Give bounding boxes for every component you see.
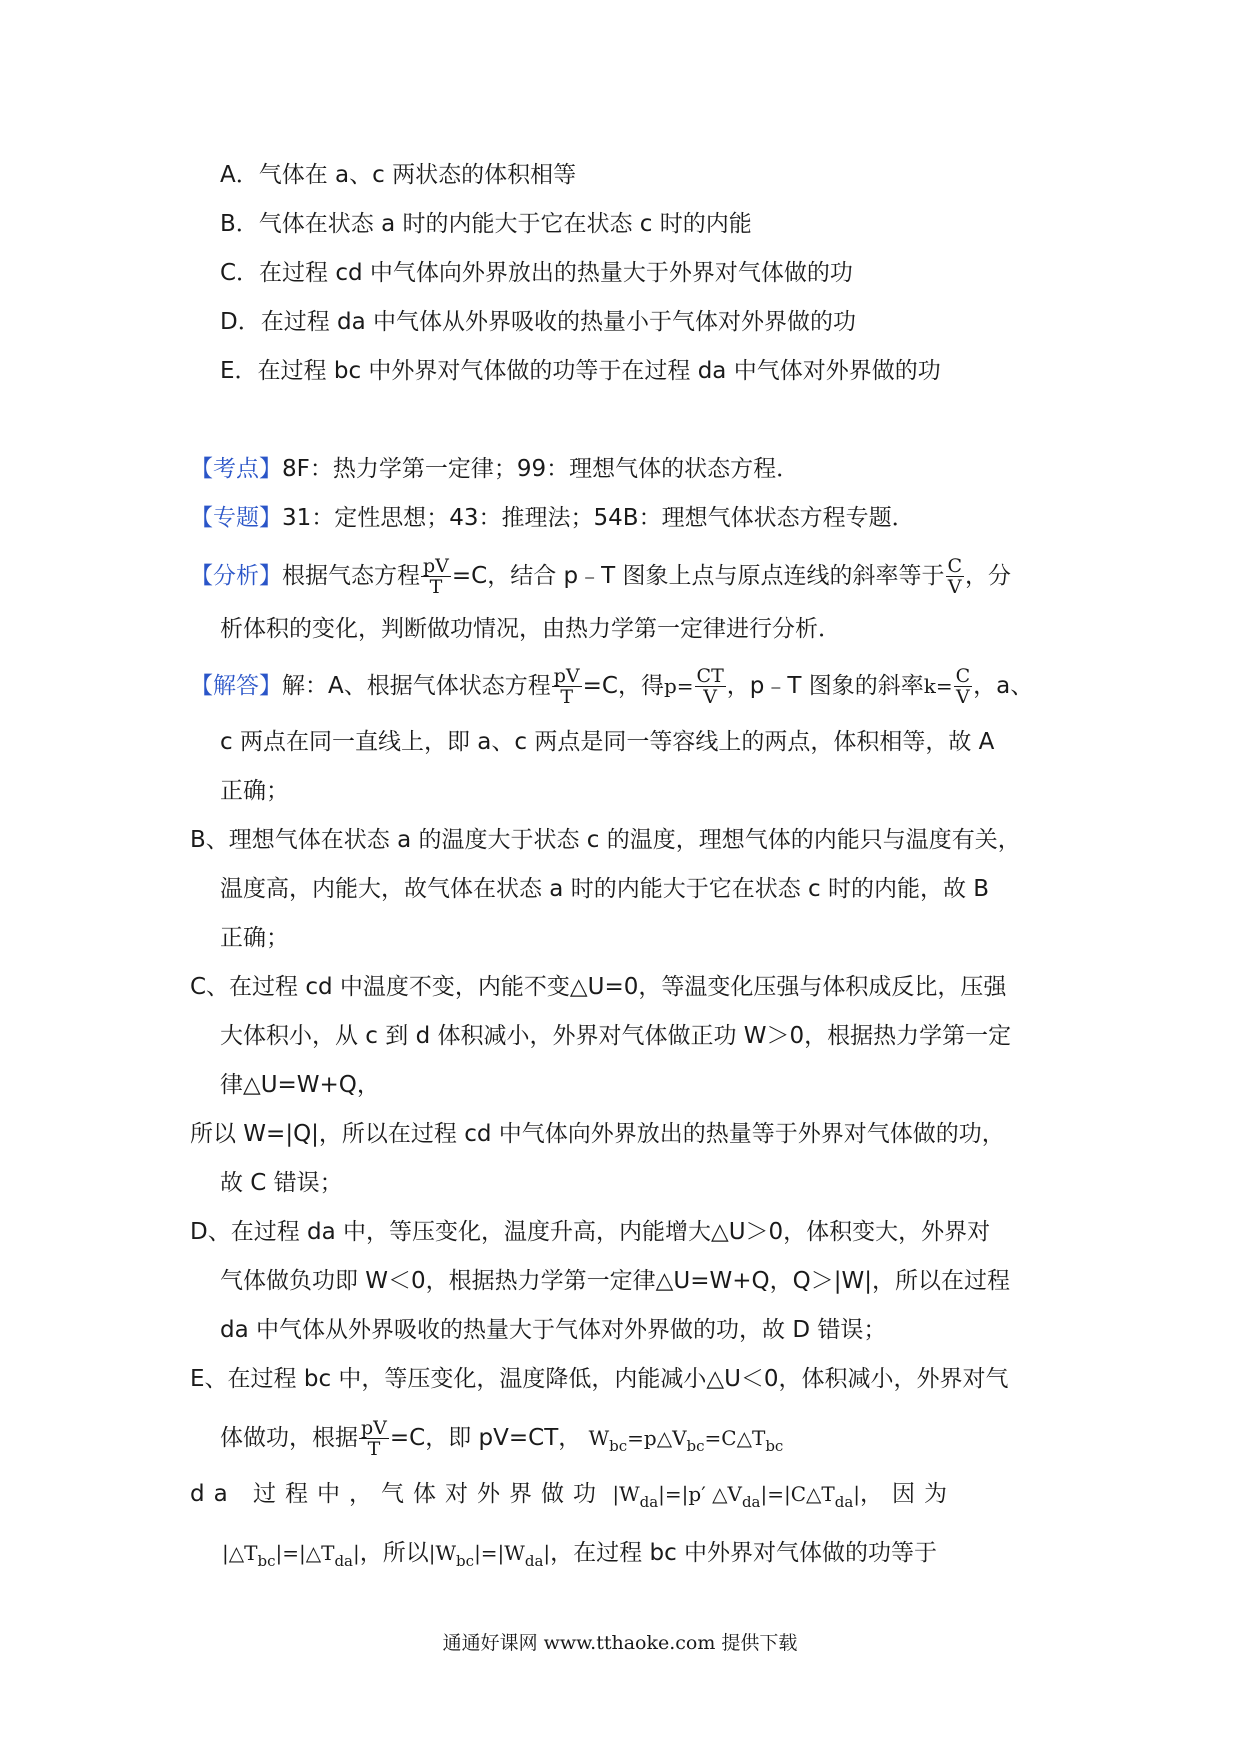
fraction-c-over-v: $\frac{C}{V}$ (947, 555, 963, 598)
footer-watermark: 通通好课网 www.tthaoke.com 提供下载 (442, 1632, 798, 1654)
fenxi-line-1: 【分析】根据气态方程 $\frac{pV}{T}$ =C，结合 p﹣T 图象上点与原点连线的斜率等于 $\frac{C}{V}$ ，分 (190, 555, 1012, 598)
fraction-pv-over-t: $\frac{pV}{T}$ (553, 665, 580, 708)
jieda-line-3: 正确； (220, 778, 289, 804)
option-e: E．在过程 bc 中外界对气体做的功等于在过程 da 中气体对外界做的功 (220, 358, 941, 384)
e-line-3: da 过程中，气体对外界做功 $|W_{da}|=|p'$ $\triangle V_{da}|=|C\triangle T_{da}|$，因为 (190, 1481, 957, 1511)
zhuanti-tag: 【专题】 (190, 505, 282, 531)
jieda-tag: 【解答】 (190, 673, 282, 699)
zhuanti-text: 31：定性思想；43：推理法；54B：理想气体状态方程专题． (282, 505, 915, 531)
w-da-formula: $|W_{da}|=|p'$ $\triangle V_{da}|=|C\triangle T_{da}|$ (612, 1482, 861, 1511)
d-line-1: D、在过程 da 中，等压变化，温度升高，内能增大△U＞0，体积变大，外界对 (190, 1219, 991, 1245)
zhuanti-line (190, 503, 915, 533)
d-line-2: 气体做负功即 W＜0，根据热力学第一定律△U=W+Q，Q＞|W|，所以在过程 (220, 1268, 1010, 1294)
kaodian-line (190, 454, 799, 484)
e-line-1: E、在过程 bc 中，等压变化，温度降低，内能减小△U＜0，体积减小，外界对气 (190, 1366, 1009, 1392)
fraction-pv-over-t: $\frac{pV}{T}$ (423, 555, 449, 598)
option-c: C．在过程 cd 中气体向外界放出的热量大于外界对气体做的功 (220, 260, 853, 286)
b-line-2: 温度高，内能大，故气体在状态 a 时的内能大于它在状态 c 时的内能，故 B (220, 876, 990, 902)
c-line-2: 大体积小，从 c 到 d 体积减小，外界对气体做正功 W＞0，根据热力学第一定 (220, 1023, 1012, 1049)
option-a: A．气体在 a、c 两状态的体积相等 (220, 162, 577, 188)
jieda-line-2: c 两点在同一直线上，即 a、c 两点是同一等容线上的两点，体积相等，故 A (220, 729, 995, 755)
e-line-4: $|\triangle T_{bc}|=|\triangle T_{da}|$，所以$|W_{bc}|=|W_{da}|$，在过程 bc 中外界对气体做的功等于 (222, 1540, 938, 1570)
option-d: D．在过程 da 中气体从外界吸收的热量小于气体对外界做的功 (220, 309, 857, 335)
kaodian-text: 8F：热力学第一定律；99：理想气体的状态方程． (282, 456, 800, 482)
b-line-1: B、理想气体在状态 a 的温度大于状态 c 的温度，理想气体的内能只与温度有关， (190, 827, 1021, 853)
fraction-pv-over-t: $\frac{pV}{T}$ (361, 1417, 387, 1460)
delta-t-formula: $|\triangle T_{bc}|=|\triangle T_{da}|$ (222, 1541, 360, 1570)
w-bc-formula: $W_{bc}=p\triangle V_{bc}=C\triangle T_{bc}$ (588, 1426, 784, 1455)
c-line-3: 律△U=W+Q， (220, 1072, 380, 1098)
option-b: B．气体在状态 a 时的内能大于它在状态 c 时的内能 (220, 211, 752, 237)
fenxi-tag: 【分析】 (190, 563, 282, 589)
c-line-4: 所以 W=|Q|，所以在过程 cd 中气体向外界放出的热量等于外界对气体做的功， (190, 1121, 1005, 1147)
d-line-3: da 中气体从外界吸收的热量大于气体对外界做的功，故 D 错误； (220, 1317, 887, 1343)
e-line-2: 体做功，根据 $\frac{pV}{T}$ =C，即 pV=CT， $W_{bc}=p\triangle V_{bc}=C\triangle T_{bc}$ (220, 1417, 784, 1460)
b-line-3: 正确； (220, 925, 289, 951)
kaodian-tag: 【考点】 (190, 456, 282, 482)
fraction-c-over-v: $\frac{C}{V}$ (955, 665, 971, 708)
fraction-ct-over-v: $\frac{CT}{V}$ (696, 665, 724, 708)
w-abs-formula: $|W_{bc}|=|W_{da}|$ (428, 1541, 551, 1570)
c-line-5: 故 C 错误； (220, 1170, 343, 1196)
c-line-1: C、在过程 cd 中温度不变，内能不变△U=0，等温变化压强与体积成反比，压强 (190, 974, 1007, 1000)
jieda-line-1: 【解答】解：A、根据气体状态方程 $\frac{pV}{T}$ =C，得p= $\frac{CT}{V}$ ，p﹣T 图象的斜率k= $\frac{C}{V}$ ，a、 (190, 665, 1034, 708)
fenxi-line-2: 析体积的变化，判断做功情况，由热力学第一定律进行分析． (220, 616, 841, 642)
